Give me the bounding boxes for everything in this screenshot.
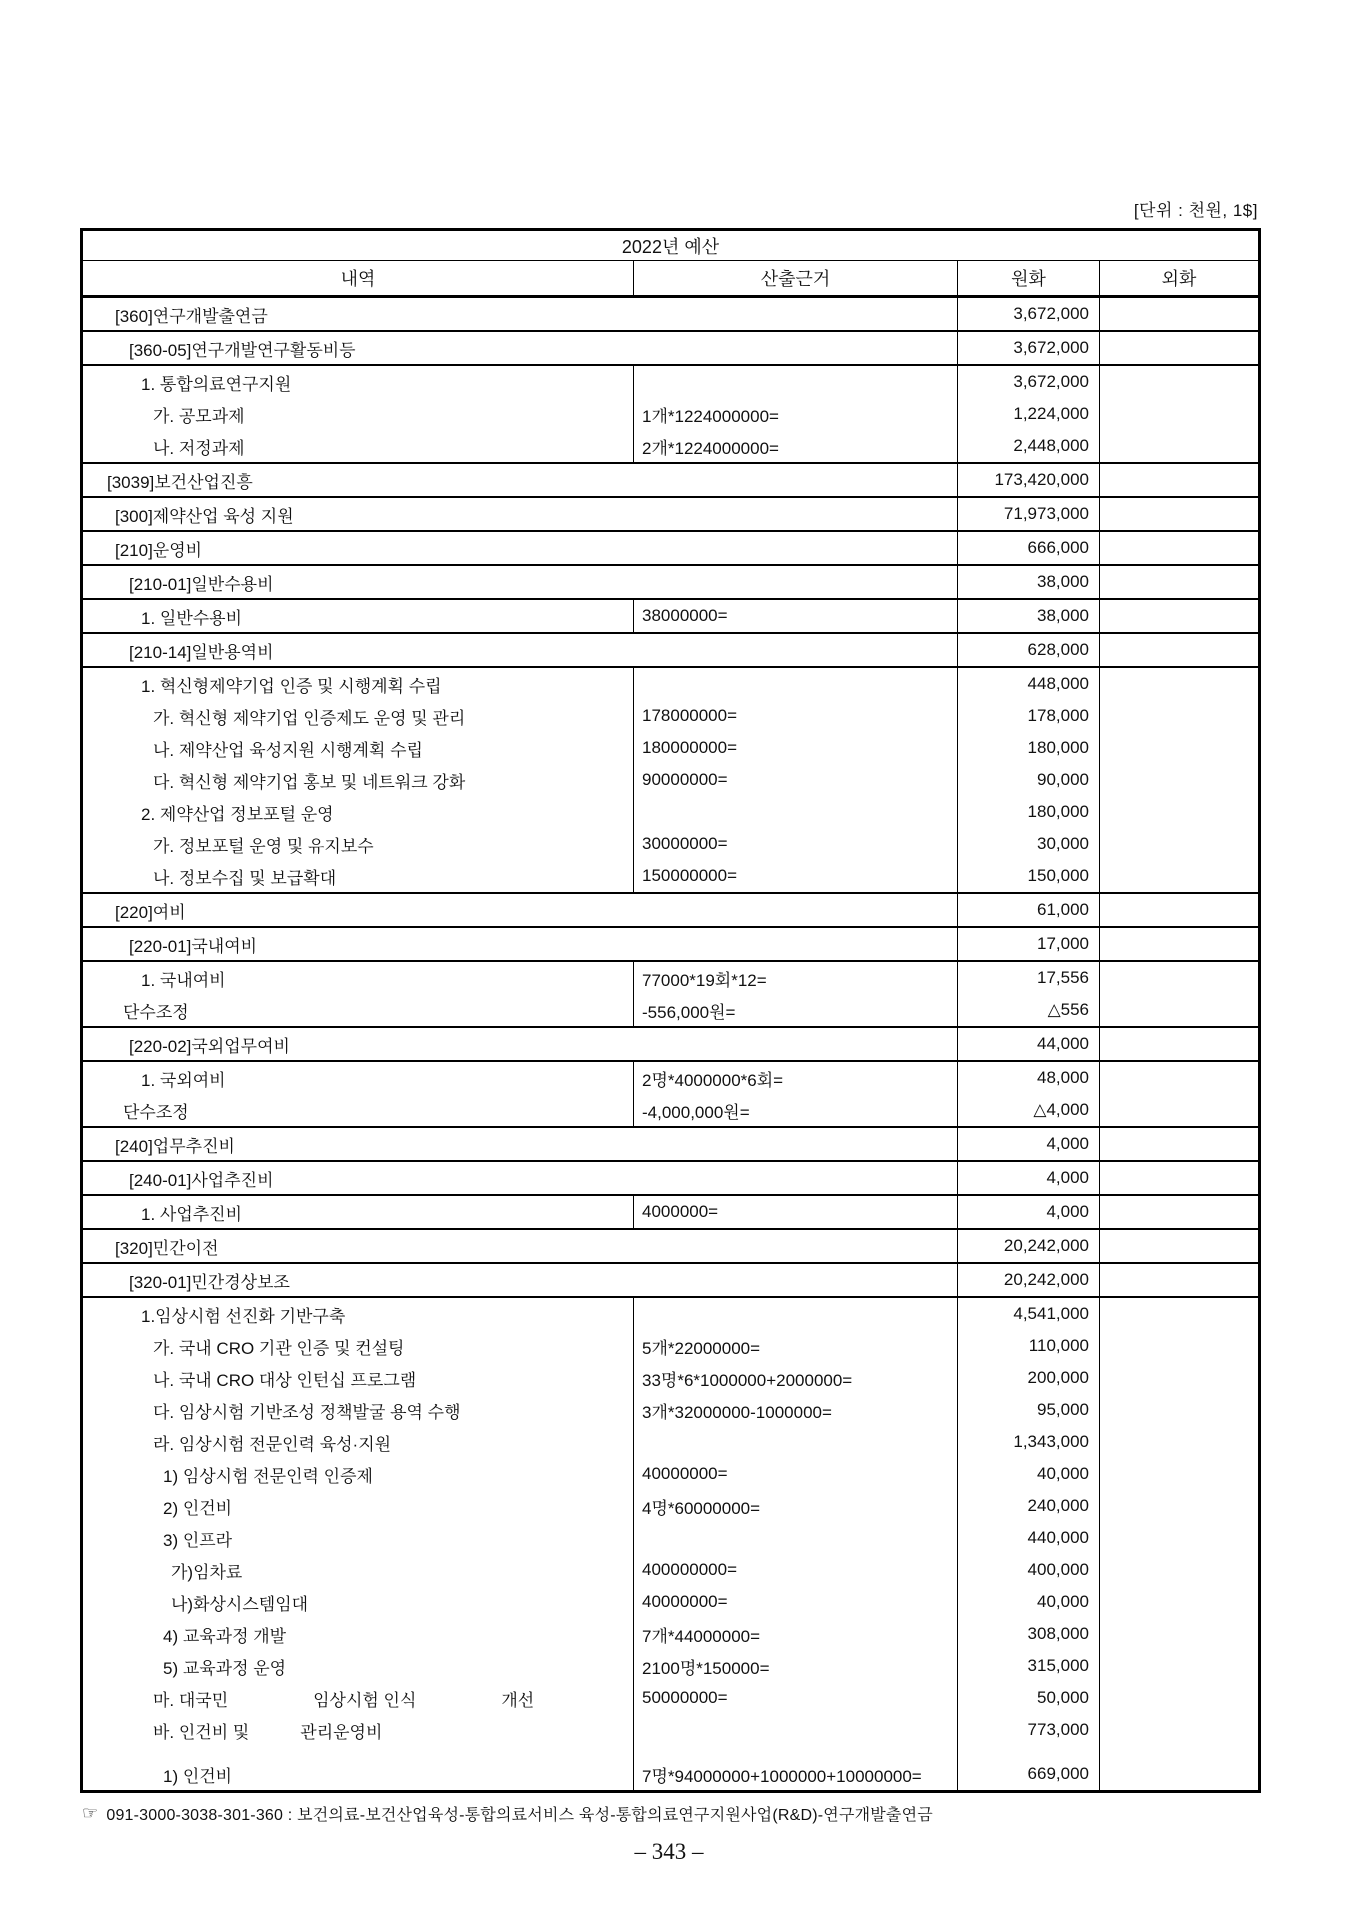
row-calc: 77000*19회*12= <box>642 970 767 990</box>
table-row <box>82 667 1260 893</box>
calc-cell <box>634 365 958 463</box>
row-label: [220-01]국내여비 <box>129 936 258 956</box>
table-row <box>82 1127 1260 1161</box>
row-calc <box>634 1714 957 1746</box>
row-label: 나. 정보수집 및 보급확대 <box>153 868 337 888</box>
row-calc: -4,000,000원= <box>642 1102 750 1122</box>
krw-cell <box>958 531 1100 565</box>
calc-cell <box>634 667 958 893</box>
fx-cell <box>1100 1263 1260 1297</box>
table-row <box>82 927 1260 961</box>
row-amount-krw: 30,000 <box>1037 834 1089 853</box>
krw-cell <box>958 1061 1100 1127</box>
row-amount-krw: 17,000 <box>1037 934 1089 953</box>
krw-cell <box>958 1297 1100 1792</box>
row-amount-krw: 20,242,000 <box>1003 1236 1089 1255</box>
unit-note: [단위 : 천원, 1$] <box>1133 201 1258 220</box>
row-calc <box>634 366 957 398</box>
row-amount-krw: 17,556 <box>1037 968 1089 987</box>
krw-cell <box>958 927 1100 961</box>
row-label: 단수조정 <box>123 1102 189 1122</box>
row-calc: 2100명*150000= <box>642 1658 770 1678</box>
row-label: 가)임차료 <box>171 1562 243 1582</box>
row-label: 가. 정보포털 운영 및 유지보수 <box>153 836 374 856</box>
detail-cell <box>82 1127 958 1161</box>
fx-cell <box>1100 1061 1260 1127</box>
row-amount-krw: 3,672,000 <box>1013 372 1089 391</box>
row-label: 마. 대국민 임상시험 인식 개선 <box>153 1690 535 1710</box>
krw-cell <box>958 1229 1100 1263</box>
row-amount-krw: 40,000 <box>1037 1592 1089 1611</box>
detail-cell <box>82 463 958 497</box>
row-amount-krw: 48,000 <box>1037 1068 1089 1087</box>
col-header-krw: 원화 <box>958 261 1100 297</box>
row-calc: 40000000= <box>642 1464 728 1483</box>
row-label: 2. 제약산업 정보포털 운영 <box>141 804 334 824</box>
row-amount-krw: 440,000 <box>1027 1528 1089 1547</box>
row-amount-krw: 173,420,000 <box>994 470 1089 489</box>
fx-cell <box>1100 463 1260 497</box>
row-label: [220-02]국외업무여비 <box>129 1036 290 1056</box>
table-row <box>82 633 1260 667</box>
fx-cell <box>1100 1195 1260 1229</box>
row-label: 1.임상시험 선진화 기반구축 <box>141 1306 346 1326</box>
row-amount-krw: 180,000 <box>1027 802 1089 821</box>
row-amount-krw: 90,000 <box>1037 770 1089 789</box>
pointing-hand-icon: ☞ <box>82 1803 99 1823</box>
row-amount-krw: 40,000 <box>1037 1464 1089 1483</box>
row-label: [320]민간이전 <box>115 1238 219 1258</box>
detail-cell <box>82 1027 958 1061</box>
krw-cell <box>958 331 1100 365</box>
row-label: 1. 국외여비 <box>141 1070 226 1090</box>
row-label: 1. 일반수용비 <box>141 608 243 628</box>
row-label: [210]운영비 <box>115 540 203 560</box>
table-row <box>82 1229 1260 1263</box>
row-amount-krw: 628,000 <box>1027 640 1089 659</box>
row-label: 5) 교육과정 운영 <box>163 1658 287 1678</box>
fx-cell <box>1100 297 1260 332</box>
krw-cell <box>958 297 1100 332</box>
fx-cell <box>1100 927 1260 961</box>
row-amount-krw: 308,000 <box>1027 1624 1089 1643</box>
fx-cell <box>1100 331 1260 365</box>
row-amount-krw: 4,000 <box>1046 1134 1089 1153</box>
detail-cell <box>82 365 634 463</box>
row-label: 3) 인프라 <box>163 1530 233 1550</box>
row-label: 1) 인건비 <box>163 1766 233 1786</box>
row-amount-krw: 773,000 <box>1027 1720 1089 1739</box>
footnote <box>82 1802 1356 1825</box>
row-label: [240]업무추진비 <box>115 1136 235 1156</box>
row-calc: 1개*1224000000= <box>642 406 779 426</box>
row-label: 가. 국내 CRO 기관 인증 및 컨설팅 <box>153 1338 405 1358</box>
row-label: 단수조정 <box>123 1002 189 1022</box>
row-amount-krw: 95,000 <box>1037 1400 1089 1419</box>
table-row <box>82 961 1260 1027</box>
row-label: [240-01]사업추진비 <box>129 1170 274 1190</box>
krw-cell <box>958 1161 1100 1195</box>
row-calc <box>634 668 957 700</box>
row-calc: 4명*60000000= <box>642 1498 761 1518</box>
detail-cell <box>82 331 958 365</box>
fx-cell <box>1100 1127 1260 1161</box>
row-calc: 33명*6*1000000+2000000= <box>642 1370 853 1390</box>
table-row <box>82 599 1260 633</box>
row-calc: 5개*22000000= <box>642 1338 761 1358</box>
calc-cell <box>634 599 958 633</box>
row-amount-krw: 200,000 <box>1027 1368 1089 1387</box>
row-label: 1. 사업추진비 <box>141 1204 243 1224</box>
row-amount-krw: △4,000 <box>1033 1100 1089 1119</box>
row-amount-krw: 669,000 <box>1027 1764 1089 1783</box>
table-row <box>82 365 1260 463</box>
row-amount-krw: 1,343,000 <box>1013 1432 1089 1451</box>
row-calc <box>634 1426 957 1458</box>
table-row <box>82 1195 1260 1229</box>
table-row <box>82 1161 1260 1195</box>
row-label: [360]연구개발출연금 <box>115 306 268 326</box>
row-amount-krw: 3,672,000 <box>1013 338 1089 357</box>
row-calc: 150000000= <box>642 866 738 885</box>
budget-table <box>80 228 1261 1793</box>
fx-cell <box>1100 1229 1260 1263</box>
row-amount-krw: 150,000 <box>1027 866 1089 885</box>
row-label: 가. 공모과제 <box>153 406 245 426</box>
table-header-row <box>82 261 1260 297</box>
detail-cell <box>82 297 958 332</box>
table-row <box>82 531 1260 565</box>
row-calc: -556,000원= <box>642 1002 736 1022</box>
row-amount-krw: 4,000 <box>1046 1202 1089 1221</box>
detail-cell <box>82 497 958 531</box>
row-amount-krw: 110,000 <box>1028 1336 1089 1355</box>
table-row <box>82 1027 1260 1061</box>
calc-cell <box>634 1061 958 1127</box>
row-label: 바. 인건비 및 관리운영비 <box>153 1722 383 1742</box>
krw-cell <box>958 599 1100 633</box>
krw-cell <box>958 893 1100 927</box>
fx-cell <box>1100 599 1260 633</box>
row-amount-krw: △556 <box>1047 1000 1089 1019</box>
row-amount-krw: 38,000 <box>1037 572 1089 591</box>
calc-cell <box>634 1297 958 1792</box>
row-label: [320-01]민간경상보조 <box>129 1272 290 1292</box>
krw-cell <box>958 565 1100 599</box>
row-label: 가. 혁신형 제약기업 인증제도 운영 및 관리 <box>153 708 466 728</box>
krw-cell <box>958 633 1100 667</box>
col-header-fx: 외화 <box>1100 261 1260 297</box>
detail-cell <box>82 1195 634 1229</box>
row-label: 나. 저정과제 <box>153 438 245 458</box>
detail-cell <box>82 961 634 1027</box>
row-calc: 90000000= <box>642 770 728 789</box>
krw-cell <box>958 365 1100 463</box>
krw-cell <box>958 1195 1100 1229</box>
fx-cell <box>1100 961 1260 1027</box>
detail-cell <box>82 565 958 599</box>
table-title-row <box>82 230 1260 261</box>
detail-cell <box>82 1161 958 1195</box>
row-amount-krw: 315,000 <box>1027 1656 1089 1675</box>
row-label: [220]여비 <box>115 902 186 922</box>
detail-cell <box>82 1297 634 1792</box>
row-label: [210-01]일반수용비 <box>129 574 274 594</box>
fx-cell <box>1100 531 1260 565</box>
row-amount-krw: 50,000 <box>1037 1688 1089 1707</box>
krw-cell <box>958 1027 1100 1061</box>
table-title: 2022년 예산 <box>82 230 1260 261</box>
row-label: 4) 교육과정 개발 <box>163 1626 287 1646</box>
row-label: 1. 통합의료연구지원 <box>141 374 292 394</box>
row-calc <box>634 1298 957 1330</box>
krw-cell <box>958 1263 1100 1297</box>
fx-cell <box>1100 1027 1260 1061</box>
row-label: 나)화상시스템임대 <box>171 1594 309 1614</box>
fx-cell <box>1100 365 1260 463</box>
row-label: 1. 국내여비 <box>141 970 226 990</box>
col-header-basis: 산출근거 <box>634 261 958 297</box>
row-calc: 30000000= <box>642 834 728 853</box>
table-row <box>82 497 1260 531</box>
footnote-text: 091-3000-3038-301-360 : 보건의료-보건산업육성-통합의료서비스 육성-통합의료연구지원사업(R&D)-연구개발출연금 <box>106 1807 933 1824</box>
table-row <box>82 1061 1260 1127</box>
row-amount-krw: 4,541,000 <box>1013 1304 1089 1323</box>
row-label: 라. 임상시험 전문인력 육성·지원 <box>153 1434 392 1454</box>
krw-cell <box>958 667 1100 893</box>
row-calc: 40000000= <box>642 1592 728 1611</box>
fx-cell <box>1100 667 1260 893</box>
row-calc <box>634 796 957 828</box>
row-calc: 178000000= <box>642 706 738 725</box>
detail-cell <box>82 531 958 565</box>
table-row <box>82 1297 1260 1792</box>
row-calc: 4000000= <box>642 1202 719 1221</box>
row-label: 1) 임상시험 전문인력 인증제 <box>163 1466 373 1486</box>
row-amount-krw: 20,242,000 <box>1003 1270 1089 1289</box>
row-label: [360-05]연구개발연구활동비등 <box>129 340 356 360</box>
row-amount-krw: 4,000 <box>1046 1168 1089 1187</box>
detail-cell <box>82 599 634 633</box>
row-calc: 180000000= <box>642 738 738 757</box>
row-calc: 50000000= <box>642 1688 728 1707</box>
row-calc: 38000000= <box>642 606 728 625</box>
table-row <box>82 1263 1260 1297</box>
page-number: – 343 – <box>634 1839 704 1864</box>
detail-cell <box>82 1061 634 1127</box>
fx-cell <box>1100 1297 1260 1792</box>
row-amount-krw: 240,000 <box>1027 1496 1089 1515</box>
row-amount-krw: 2,448,000 <box>1013 436 1089 455</box>
row-amount-krw: 180,000 <box>1027 738 1089 757</box>
row-calc: 400000000= <box>642 1560 738 1579</box>
calc-cell <box>634 1195 958 1229</box>
fx-cell <box>1100 565 1260 599</box>
row-amount-krw: 448,000 <box>1027 674 1089 693</box>
fx-cell <box>1100 633 1260 667</box>
row-amount-krw: 3,672,000 <box>1013 304 1089 323</box>
row-label: 2) 인건비 <box>163 1498 233 1518</box>
table-row <box>82 297 1260 332</box>
detail-cell <box>82 667 634 893</box>
row-amount-krw: 44,000 <box>1037 1034 1089 1053</box>
detail-cell <box>82 1263 958 1297</box>
table-row <box>82 893 1260 927</box>
fx-cell <box>1100 1161 1260 1195</box>
row-amount-krw: 38,000 <box>1037 606 1089 625</box>
row-calc: 3개*32000000-1000000= <box>642 1402 832 1422</box>
detail-cell <box>82 927 958 961</box>
row-label: [210-14]일반용역비 <box>129 642 274 662</box>
krw-cell <box>958 497 1100 531</box>
detail-cell <box>82 1229 958 1263</box>
row-label: 다. 혁신형 제약기업 홍보 및 네트워크 강화 <box>153 772 466 792</box>
row-amount-krw: 71,973,000 <box>1003 504 1089 523</box>
row-label: 나. 국내 CRO 대상 인턴십 프로그램 <box>153 1370 417 1390</box>
row-amount-krw: 666,000 <box>1027 538 1089 557</box>
row-amount-krw: 178,000 <box>1027 706 1089 725</box>
row-label: [3039]보건산업진흥 <box>107 472 253 492</box>
row-calc: 7명*94000000+1000000+10000000= <box>642 1766 922 1786</box>
row-amount-krw: 1,224,000 <box>1013 404 1089 423</box>
krw-cell <box>958 1127 1100 1161</box>
fx-cell <box>1100 893 1260 927</box>
fx-cell <box>1100 497 1260 531</box>
calc-cell <box>634 961 958 1027</box>
table-row <box>82 565 1260 599</box>
krw-cell <box>958 463 1100 497</box>
row-amount-krw: 400,000 <box>1027 1560 1089 1579</box>
krw-cell <box>958 961 1100 1027</box>
detail-cell <box>82 893 958 927</box>
col-header-detail: 내역 <box>82 261 634 297</box>
row-label: 1. 혁신형제약기업 인증 및 시행계획 수립 <box>141 676 442 696</box>
row-label: 나. 제약산업 육성지원 시행계획 수립 <box>153 740 423 760</box>
row-calc <box>634 1522 957 1554</box>
table-row <box>82 463 1260 497</box>
detail-cell <box>82 633 958 667</box>
row-calc: 2명*4000000*6회= <box>642 1070 784 1090</box>
row-calc: 7개*44000000= <box>642 1626 761 1646</box>
row-label: 다. 임상시험 기반조성 정책발굴 용역 수행 <box>153 1402 461 1422</box>
row-calc: 2개*1224000000= <box>642 438 779 458</box>
table-row <box>82 331 1260 365</box>
row-label: [300]제약산업 육성 지원 <box>115 506 294 526</box>
row-amount-krw: 61,000 <box>1037 900 1089 919</box>
